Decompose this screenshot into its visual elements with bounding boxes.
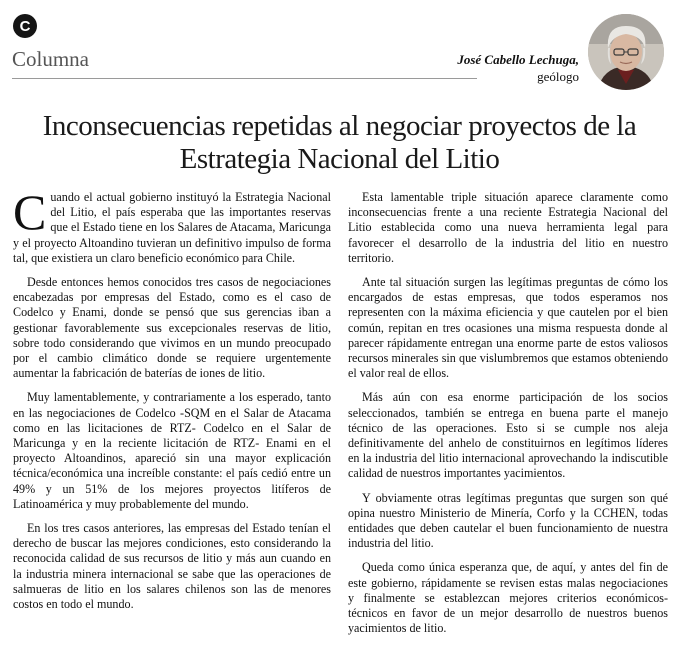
paragraph: Muy lamentablemente, y contrariamente a los esperado, tanto en las negociaciones de Codelco -SQM en el Salar de Atacama como en las licitaciones de RTZ- Codelco en el Salar de Maricunga y en la reciente licitación de RTZ- Enami en el proyecto Altoandinos, apareció sin una mayor explicación técnica/económica una increíble constante: el país cedió entre un 49% y un 51% de los mejores proyectos litíferos de Latinoamérica y muy probablemente del mundo. <box>13 390 331 511</box>
article-column-right <box>348 190 668 645</box>
headline: Inconsecuencias repetidas al negociar proyectos de la Estrategia Nacional del Litio <box>42 110 637 175</box>
paragraph: Desde entonces hemos conocidos tres casos de negociaciones encabezadas por empresas del Estado, como es el caso de Codelco y Enami, donde se pensó que sus gerencias iban a gestionar favorablemente sus excepcionales reservas de litio, sobre todo considerando que vivimos en un mundo preocupado por el cambio climático donde se requiere urgentemente aumentar la fabricación de baterías de iones de litio. <box>13 275 331 381</box>
paragraph: Queda como única esperanza que, de aquí, y antes del fin de este gobierno, rápidamente se revisen estas malas negociaciones y finalmente se establezcan mejores criterios económicos-técnicos en favor de un mejor desarrollo de nuestros buenos yacimientos de litio. <box>348 560 668 636</box>
section-name: Columna <box>12 47 89 71</box>
paragraph: En los tres casos anteriores, las empresas del Estado tenían el derecho de buscar las mejores condiciones, esto considerando la reconocida calidad de sus recursos de litio y más aun cuando en la industria minera internacional se sabe que las operaciones de salmueras de litio en los salares chilenos son las de menores costos en todo el mundo. <box>13 521 331 612</box>
author-portrait-image <box>588 14 664 90</box>
author-name: José Cabello Lechuga, <box>457 52 579 67</box>
drop-cap: C <box>13 184 47 240</box>
header-rule <box>12 78 477 79</box>
paragraph <box>13 184 331 266</box>
author-photo <box>588 14 664 90</box>
section-badge: C <box>13 14 37 38</box>
paragraph: Y obviamente otras legítimas preguntas que surgen son qué opina nuestro Ministerio de Minería, Corfo y la CCHEN, todas entidades que deben cautelar el buen funcionamiento de nuestra industria del litio. <box>348 490 668 551</box>
paragraph: Ante tal situación surgen las legítimas preguntas de cómo los encargados de estas empresas, que todos esperamos nos representen con la máxima eficiencia y que cautelen por el bien común, repitan en tres ocasiones una misma respuesta donde al parecer rápidamente entregan una enorme parte de estos valiosos recursos minerales sin que vislumbremos que estamos obteniendo el valor real de ellos. <box>348 275 668 381</box>
paragraph: Más aún con esa enorme participación de los socios seleccionados, también se entrega en buena parte el manejo técnico de las operaciones. Esto si se cumple nos aleja definitivamente del anhelo de constituirnos en legítimos líderes en la industria del litio internacional aprovechando la indiscutible calidad de nuestros importantes yacimientos. <box>348 390 668 481</box>
article-column-left <box>13 184 331 621</box>
paragraph: Esta lamentable triple situación aparece claramente como inconsecuencias frente a una reciente Estrategia Nacional del Litio establecida como una nueva herramienta legal para favorecer el desarrollo de la industria del litio en nuestro territorio. <box>348 190 668 265</box>
author-role: geólogo <box>537 69 579 84</box>
paragraph-text: uando el actual gobierno instituyó la Estrategia Nacional del Litio, el país esperaba que las importantes reservas que el Estado tiene en los Salares de Atacama, Maricunga y el proyecto Altoandino tuvieran un definitivo impulso de forma tal, que existiera un claro beneficio económico para Chile. <box>13 190 331 265</box>
author-block <box>457 51 579 85</box>
